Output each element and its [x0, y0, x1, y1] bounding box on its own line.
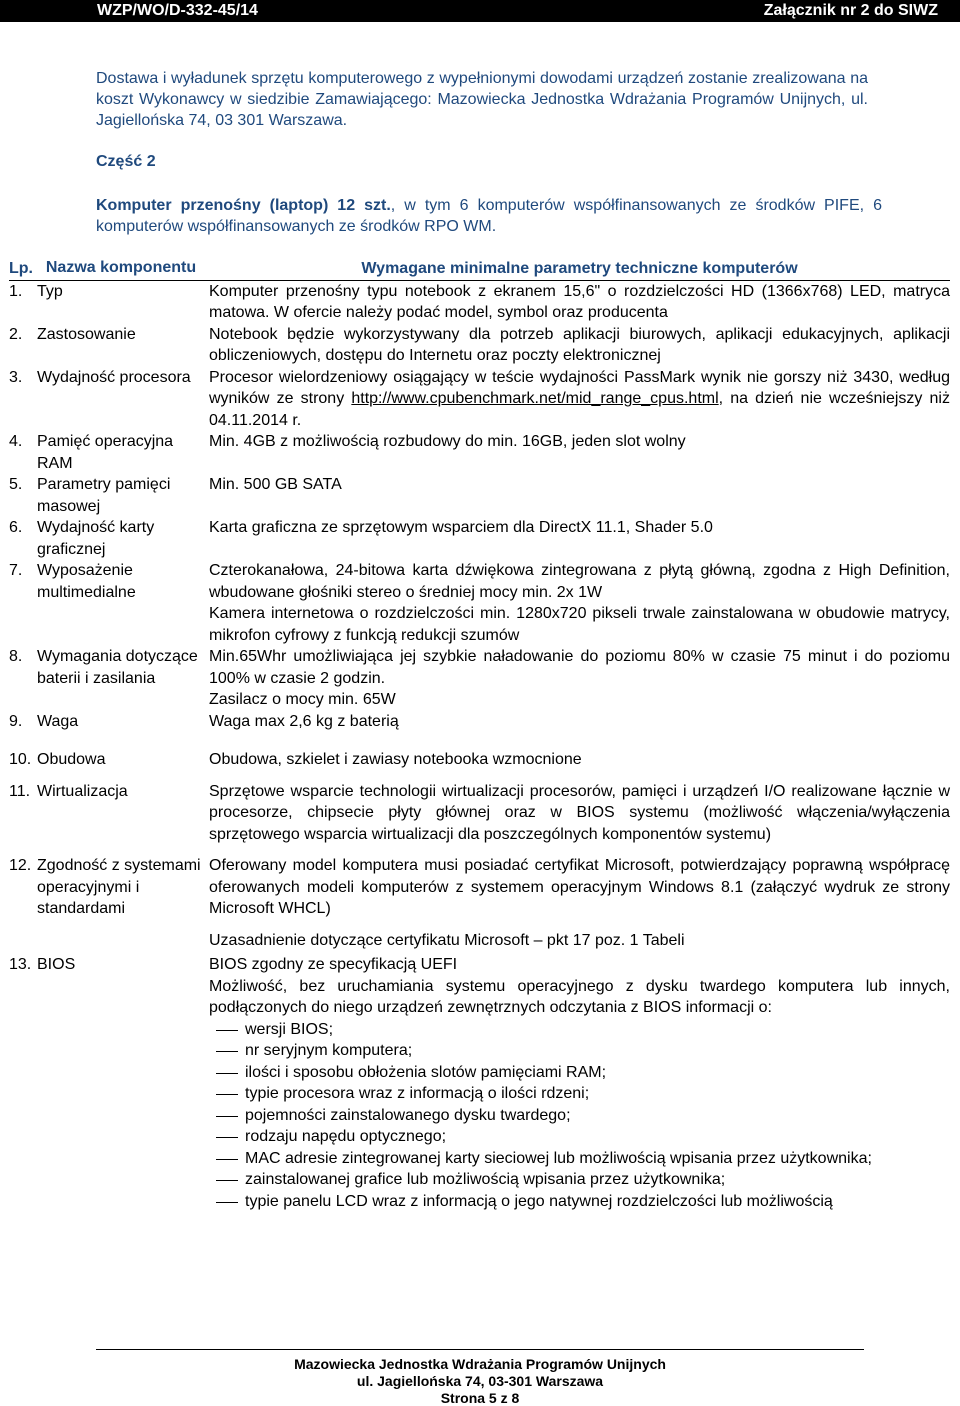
- table-row: [9, 711, 950, 733]
- component-requirement: Sprzętowe wsparcie technologii wirtualizacji procesorów, pamięci i urządzeń I/O realizowane łącznie w procesorze, chipsecie płyty głównej oraz w BIOS systemu (możliwość włączenia/wyłączenia sprzętowego wsparcia wirtualizacji dla poszczególnych komponentów systemu): [209, 782, 950, 843]
- component-name: Wirtualizacja: [37, 782, 128, 800]
- component-name: Wymagania dotyczące baterii i zasilania: [37, 648, 198, 687]
- list-item: wersji BIOS;: [209, 1019, 950, 1041]
- component-name: Parametry pamięci masowej: [37, 476, 171, 515]
- list-item: zainstalowanej grafice lub możliwością wpisania przez użytkownika;: [209, 1169, 950, 1191]
- row-number: 13.: [9, 956, 32, 973]
- row-number: 10.: [9, 751, 32, 768]
- row-number: 9.: [9, 712, 23, 730]
- component-requirement: Komputer przenośny typu notebook z ekranem 15,6" o rozdzielczości HD (1366x768) LED, matryca matowa. W ofercie należy podać model, symbol oraz producenta: [209, 282, 950, 321]
- attachment-label: Załącznik nr 2 do SIWZ: [763, 2, 938, 19]
- requirement-text: Czterokanałowa, 24-bitowa karta dźwiękowa zintegrowana z płytą główną, zgodna z High Definition, wbudowane głośniki stereo o średniej mocy min. 2x 1W: [209, 562, 950, 601]
- component-requirement: [205, 855, 950, 951]
- table-row: [9, 855, 950, 951]
- row-number: 1.: [9, 282, 23, 300]
- part-title: Część 2: [96, 153, 156, 170]
- list-item: pojemności zainstalowanego dysku twardego;: [209, 1105, 950, 1127]
- requirement-text: Oferowany model komputera musi posiadać certyfikat Microsoft, potwierdzający poprawną współpracę oferowanych modeli komputerów z systemem operacyjnym Windows 8.1 (załączyć wydruk ze strony Microsoft WHCL): [209, 857, 950, 917]
- table-row: [9, 781, 950, 846]
- row-number: 12.: [9, 857, 32, 874]
- table-row: [9, 431, 950, 474]
- requirement-text: , na dzień nie wcześniejszy niż 04.11.2014 r.: [209, 390, 950, 429]
- list-item: typie procesora wraz z informacją o ilości rdzeni;: [209, 1083, 950, 1105]
- component-requirement: Obudowa, szkielet i zawiasy notebooka wzmocnione: [209, 751, 582, 768]
- component-requirement: [205, 646, 950, 711]
- requirement-text: Zasilacz o mocy min. 65W: [209, 691, 396, 708]
- page-number: Strona 5 z 8: [440, 1390, 520, 1406]
- cpubenchmark-link[interactable]: http://www.cpubenchmark.net/mid_range_cpus.html: [351, 390, 719, 407]
- component-name: Obudowa: [37, 751, 106, 768]
- table-row: [9, 560, 950, 646]
- component-name: Zastosowanie: [37, 325, 136, 343]
- component-name: BIOS: [37, 956, 76, 973]
- table-row: [9, 474, 950, 517]
- component-requirement: Karta graficzna ze sprzętowym wsparciem dla DirectX 11.1, Shader 5.0: [209, 519, 713, 536]
- list-item: ilości i sposobu obłożenia slotów pamięciami RAM;: [209, 1062, 950, 1084]
- bios-info-list: [209, 1019, 950, 1213]
- table-row: [9, 646, 950, 711]
- footer-divider: [96, 1349, 864, 1350]
- table-row: [9, 517, 950, 560]
- row-number: 2.: [9, 325, 23, 343]
- list-item: nr seryjnym komputera;: [209, 1040, 950, 1062]
- component-requirement: Min. 4GB z możliwością rozbudowy do min. 16GB, jeden slot wolny: [209, 433, 686, 450]
- header-component-name: Nazwa komponentu: [45, 259, 197, 276]
- requirement-text: Min.65Whr umożliwiająca jej szybkie naładowanie do poziomu 80% w czasie 75 minut i do poziomu 100% w czasie 2 godzin.: [209, 648, 950, 687]
- requirements-table: [9, 258, 950, 1212]
- component-requirement: [205, 954, 950, 1212]
- laptop-description: [96, 195, 882, 237]
- list-item: MAC adresie zintegrowanej karty sieciowej lub możliwością wpisania przez użytkownika;: [209, 1148, 950, 1170]
- table-header-row: [9, 258, 950, 280]
- component-name: Zgodność z systemami operacyjnymi i standardami: [37, 857, 201, 917]
- document-reference: WZP/WO/D-332-45/14: [97, 2, 258, 19]
- component-name: Wyposażenie multimedialne: [37, 562, 136, 601]
- intro-paragraph: Dostawa i wyładunek sprzętu komputerowego z wypełnionymi dowodami urządzeń zostanie zrealizowana na koszt Wykonawcy w siedzibie Zamawiającego: Mazowiecka Jednostka Wdrażania Programów Unijnych, ul. Jagiellońska 74, 03 301 Warszawa.: [96, 70, 868, 129]
- header-lp: Lp.: [9, 260, 33, 277]
- table-row: [9, 954, 950, 1212]
- component-requirement: Min. 500 GB SATA: [209, 476, 342, 493]
- table-row: [9, 367, 950, 432]
- row-number: 6.: [9, 519, 23, 536]
- list-item: typie panelu LCD wraz z informacją o jego natywnej rozdzielczości lub możliwością: [209, 1191, 950, 1213]
- requirement-text: Procesor wielordzeniowy osiągający w teście wydajności PassMark wynik nie gorszy niż 3430, według wyników ze strony: [209, 368, 950, 407]
- table-spacer-row: [9, 732, 950, 749]
- footer-address: ul. Jagiellońska 74, 03-301 Warszawa: [356, 1373, 604, 1389]
- table-row: [9, 749, 950, 771]
- row-number: 5.: [9, 476, 23, 493]
- component-requirement: [205, 367, 950, 432]
- requirement-text: Kamera internetowa o rozdzielczości min. 1280x720 pikseli trwale zainstalowana w obudowie matrycy, mikrofon cyfrowy z funkcją redukcji szumów: [209, 605, 950, 644]
- row-number: 11.: [9, 782, 31, 800]
- header-bar: [0, 0, 960, 22]
- component-requirement: [205, 560, 950, 646]
- component-name: Pamięć operacyjna RAM: [37, 433, 174, 472]
- component-name: Wydajność procesora: [37, 368, 191, 386]
- row-number: 7.: [9, 562, 23, 579]
- table-row: [9, 324, 950, 367]
- laptop-funding: , w tym 6 komputerów współfinansowanych ze środków PIFE, 6 komputerów współfinansowanych ze środków RPO WM.: [96, 197, 882, 235]
- laptop-quantity: Komputer przenośny (laptop) 12 szt.: [96, 197, 391, 214]
- list-item: rodzaju napędu optycznego;: [209, 1126, 950, 1148]
- table-row: [9, 280, 950, 324]
- component-name: Waga: [37, 712, 79, 730]
- header-requirements: Wymagane minimalne parametry techniczne komputerów: [361, 260, 798, 277]
- requirement-text: Uzasadnienie dotyczące certyfikatu Microsoft – pkt 17 poz. 1 Tabeli: [209, 931, 685, 949]
- row-number: 4.: [9, 433, 23, 450]
- requirement-text: BIOS zgodny ze specyfikacją UEFI: [209, 956, 458, 973]
- component-name: Wydajność karty graficznej: [37, 519, 155, 558]
- row-number: 3.: [9, 368, 23, 386]
- component-requirement: Notebook będzie wykorzystywany dla potrzeb aplikacji biurowych, aplikacji edukacyjnych, aplikacji obliczeniowych, dostępu do Internetu oraz poczty elektronicznej: [209, 325, 950, 364]
- component-name: Typ: [37, 282, 63, 300]
- row-number: 8.: [9, 648, 23, 665]
- requirement-text: Możliwość, bez uruchamiania systemu operacyjnego z dysku twardego komputera lub innych, podłączonych do niego urządzeń zewnętrznych odczytania z BIOS informacji o:: [209, 977, 950, 1016]
- footer-organization: Mazowiecka Jednostka Wdrażania Programów Unijnych: [294, 1356, 666, 1372]
- component-requirement: Waga max 2,6 kg z baterią: [209, 712, 399, 730]
